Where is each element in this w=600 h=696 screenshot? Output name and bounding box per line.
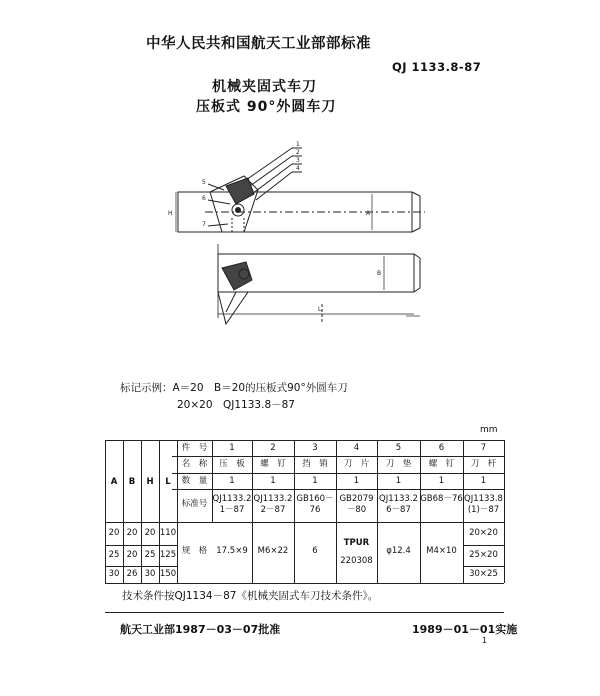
dim-label-b: B — [377, 270, 382, 277]
part-std: QJ1133.26－87 — [379, 494, 418, 515]
callout-4: 4 — [296, 165, 300, 172]
spec-shim-screw: M4×10 — [426, 546, 457, 556]
part-std: GB160－76 — [296, 494, 334, 515]
row-a: 25 — [108, 550, 120, 560]
spec-screw: M6×22 — [257, 546, 289, 556]
callout-3: 3 — [296, 157, 300, 164]
technical-conditions-note: 技术条件按QJ1134－87《机械夹固式车刀技术条件》。 — [122, 590, 379, 602]
part-no: 6 — [438, 443, 445, 453]
part-std: QJ1133.8(1)－87 — [464, 494, 503, 515]
part-no: 1 — [229, 443, 235, 453]
dim-label-l: L — [318, 306, 322, 313]
row-b: 26 — [126, 569, 138, 579]
part-name: 螺 钉 — [260, 459, 286, 469]
part-qty: 1 — [229, 476, 235, 486]
callout-2: 2 — [296, 149, 300, 156]
col-header-h: H — [146, 477, 154, 487]
label-std: 标准号 — [181, 499, 208, 509]
part-std: QJ1133.21－87 — [212, 494, 252, 515]
standard-org-title: 中华人民共和国航天工业部部标准 — [146, 36, 371, 52]
part-name: 刀 垫 — [385, 459, 412, 469]
part-std: GB68－76 — [420, 494, 463, 504]
row-l: 110 — [159, 528, 177, 538]
part-no: 2 — [270, 443, 276, 453]
col-header-b: B — [128, 477, 136, 487]
callout-5: 5 — [202, 179, 206, 186]
row-h: 20 — [144, 528, 156, 538]
effective-date: 1989－01－01实施 — [412, 623, 518, 636]
insert-top — [226, 178, 254, 204]
part-name: 螺 钉 — [428, 459, 455, 469]
part-name: 压 板 — [219, 459, 245, 469]
row-bar: 30×25 — [469, 569, 498, 579]
part-no: 3 — [312, 443, 318, 453]
row-bar: 20×20 — [469, 528, 498, 538]
spec-stop-pin: 6 — [312, 546, 318, 556]
doc-title-line2: 压板式 90°外圆车刀 — [196, 99, 337, 115]
row-a: 20 — [108, 528, 120, 538]
tool-head-side — [218, 292, 248, 324]
row-bar: 25×20 — [469, 550, 498, 560]
part-std: GB2079－80 — [339, 494, 374, 515]
part-name: 刀 片 — [343, 459, 370, 469]
row-b: 20 — [126, 550, 138, 560]
part-qty: 1 — [270, 476, 276, 486]
unit-label: mm — [480, 425, 498, 435]
part-name: 刀 杆 — [470, 459, 497, 469]
part-qty: 1 — [395, 476, 402, 486]
spec-shim: φ12.4 — [386, 546, 411, 556]
part-no: 5 — [395, 443, 402, 453]
callout-1: 1 — [296, 141, 300, 148]
label-item-no: 件 号 — [181, 443, 208, 453]
row-l: 125 — [159, 550, 177, 560]
marking-example-code: 20×20 QJ1133.8－87 — [177, 399, 295, 411]
row-l: 150 — [159, 569, 177, 579]
label-qty: 数 量 — [181, 476, 208, 486]
page-number: 1 — [482, 636, 488, 645]
spec-insert-size: 220308 — [340, 556, 373, 566]
row-a: 30 — [108, 569, 120, 579]
standard-code: QJ 1133.8-87 — [392, 60, 482, 74]
col-header-l: L — [165, 477, 171, 487]
part-qty: 1 — [438, 476, 445, 486]
part-name: 挡 销 — [302, 459, 328, 469]
part-no: 7 — [480, 443, 487, 453]
row-h: 30 — [144, 569, 156, 579]
part-std: QJ1133.22－87 — [253, 494, 293, 515]
row-b: 20 — [126, 528, 138, 538]
col-header-a: A — [110, 477, 118, 487]
callout-7: 7 — [202, 221, 206, 228]
dim-label-a: A — [366, 210, 371, 217]
spec-pressure-plate: 17.5×9 — [216, 546, 248, 556]
label-spec: 规 格 — [181, 546, 208, 556]
doc-title-line1: 机械夹固式车刀 — [212, 79, 317, 95]
callout-6: 6 — [202, 195, 206, 202]
approval-date: 航天工业部1987－03－07批准 — [120, 623, 281, 636]
spec-insert-type: TPUR — [343, 538, 370, 548]
marking-example-label: 标记示例：A＝20 B＝20的压板式90°外圆车刀 — [120, 382, 348, 394]
part-no: 4 — [353, 443, 360, 453]
label-name: 名 称 — [181, 459, 208, 469]
part-qty: 1 — [353, 476, 360, 486]
dim-label-h: H — [168, 210, 173, 217]
part-qty: 1 — [480, 476, 487, 486]
row-h: 25 — [144, 550, 156, 560]
part-qty: 1 — [312, 476, 318, 486]
